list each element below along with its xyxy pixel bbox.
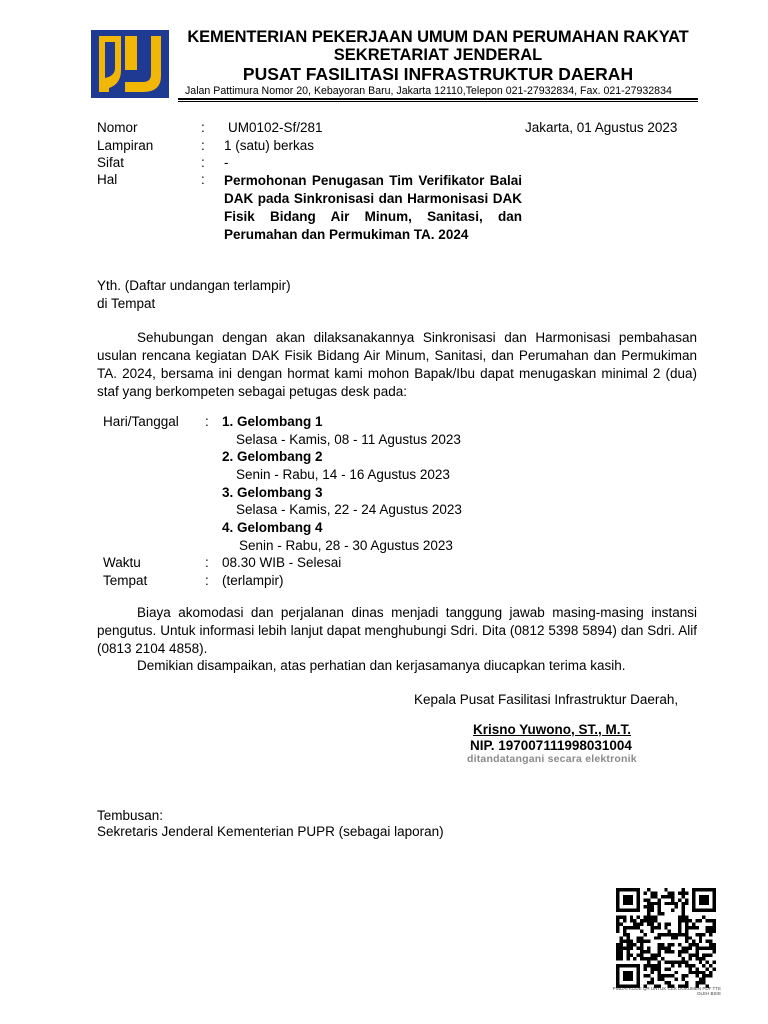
- letterhead-secretariat: SEKRETARIAT JENDERAL: [333, 46, 543, 64]
- letterhead-rule: [178, 98, 698, 100]
- cc-line1: Sekretaris Jenderal Kementerian PUPR (sebagai laporan): [97, 824, 444, 839]
- pupr-logo-icon: [91, 30, 169, 98]
- letterhead-ministry: KEMENTERIAN PEKERJAAN UMUM DAN PERUMAHAN RAKYAT: [187, 28, 689, 46]
- sifat-colon: :: [201, 155, 205, 170]
- tempat-value: (terlampir): [222, 573, 284, 588]
- hal-label: Hal: [97, 172, 118, 187]
- electronic-signature-note: ditandatangani secara elektronik: [467, 753, 637, 765]
- wave-4-title: 4. Gelombang 4: [222, 520, 323, 535]
- letterhead-address: Jalan Pattimura Nomor 20, Kebayoran Baru, Jakarta 12110,Telepon 021-27932834, Fax. 021-27932834: [185, 85, 672, 97]
- addressee-line2: di Tempat: [97, 296, 156, 311]
- waktu-colon: :: [205, 555, 209, 570]
- wave-2-dates: Senin - Rabu, 14 - 16 Agustus 2023: [236, 467, 450, 482]
- wave-4-dates: Senin - Rabu, 28 - 30 Agustus 2023: [239, 538, 453, 553]
- closing-line: Demikian disampaikan, atas perhatian dan kerjasamanya diucapkan terima kasih.: [137, 658, 626, 673]
- wave-3-title: 3. Gelombang 3: [222, 485, 323, 500]
- letterhead-center: PUSAT FASILITASI INFRASTRUKTUR DAERAH: [242, 64, 634, 84]
- wave-1-dates: Selasa - Kamis, 08 - 11 Agustus 2023: [236, 432, 461, 447]
- lampiran-label: Lampiran: [97, 138, 154, 153]
- signatory-position: Kepala Pusat Fasilitasi Infrastruktur Daerah,: [414, 692, 679, 707]
- signatory-name: Krisno Yuwono, ST., M.T.: [473, 722, 632, 737]
- hal-colon: :: [201, 172, 205, 187]
- schedule-colon: :: [205, 414, 209, 429]
- sifat-label: Sifat: [97, 155, 125, 170]
- sifat-value: -: [224, 155, 229, 170]
- qr-caption: PINDAI KODE QR UNTUK CEK DOKUMEN PDF TTE OLEH BSrE: [612, 986, 721, 996]
- nomor-colon: :: [201, 120, 205, 135]
- lampiran-colon: :: [201, 138, 205, 153]
- schedule-label: Hari/Tanggal: [103, 414, 179, 429]
- hal-value: Permohonan Penugasan Tim Verifikator Balai DAK pada Sinkronisasi dan Harmonisasi DAK Fisik Bidang Air Minum, Sanitasi, dan Perumahan dan Permukiman TA. 2024: [224, 173, 522, 242]
- cost-paragraph: Biaya akomodasi dan perjalanan dinas menjadi tanggung jawab masing-masing instansi pengutus. Untuk informasi lebih lanjut dapat menghubungi Sdri. Dita (0812 5398 5894) dan Sdri. Alif (0813 2104 4858).: [97, 605, 697, 656]
- letterhead-rule-thin: [178, 101, 698, 102]
- wave-1-title: 1. Gelombang 1: [222, 414, 323, 429]
- lampiran-value: 1 (satu) berkas: [224, 138, 315, 153]
- addressee-line1: Yth. (Daftar undangan terlampir): [97, 278, 291, 293]
- nomor-value: UM0102-Sf/281: [228, 120, 323, 135]
- qr-code-icon[interactable]: [613, 888, 719, 988]
- tempat-colon: :: [205, 573, 209, 588]
- cc-label: Tembusan:: [97, 808, 164, 823]
- waktu-value: 08.30 WIB - Selesai: [222, 555, 342, 570]
- tempat-label: Tempat: [103, 573, 148, 588]
- waktu-label: Waktu: [103, 555, 141, 570]
- wave-2-title: 2. Gelombang 2: [222, 449, 323, 464]
- place-date: Jakarta, 01 Agustus 2023: [525, 120, 678, 135]
- wave-3-dates: Selasa - Kamis, 22 - 24 Agustus 2023: [236, 502, 462, 517]
- nomor-label: Nomor: [97, 120, 138, 135]
- signatory-nip: NIP. 197007111998031004: [470, 738, 632, 753]
- intro-paragraph: Sehubungan dengan akan dilaksanakannya Sinkronisasi dan Harmonisasi pembahasan usulan rencana kegiatan DAK Fisik Bidang Air Minum, Sanitasi, dan Perumahan dan Permukiman TA. 2024, bersama ini dengan hormat kami mohon Bapak/Ibu dapat menugaskan minimal 2 (dua) staf yang berkompeten sebagai petugas desk pada:: [97, 330, 697, 399]
